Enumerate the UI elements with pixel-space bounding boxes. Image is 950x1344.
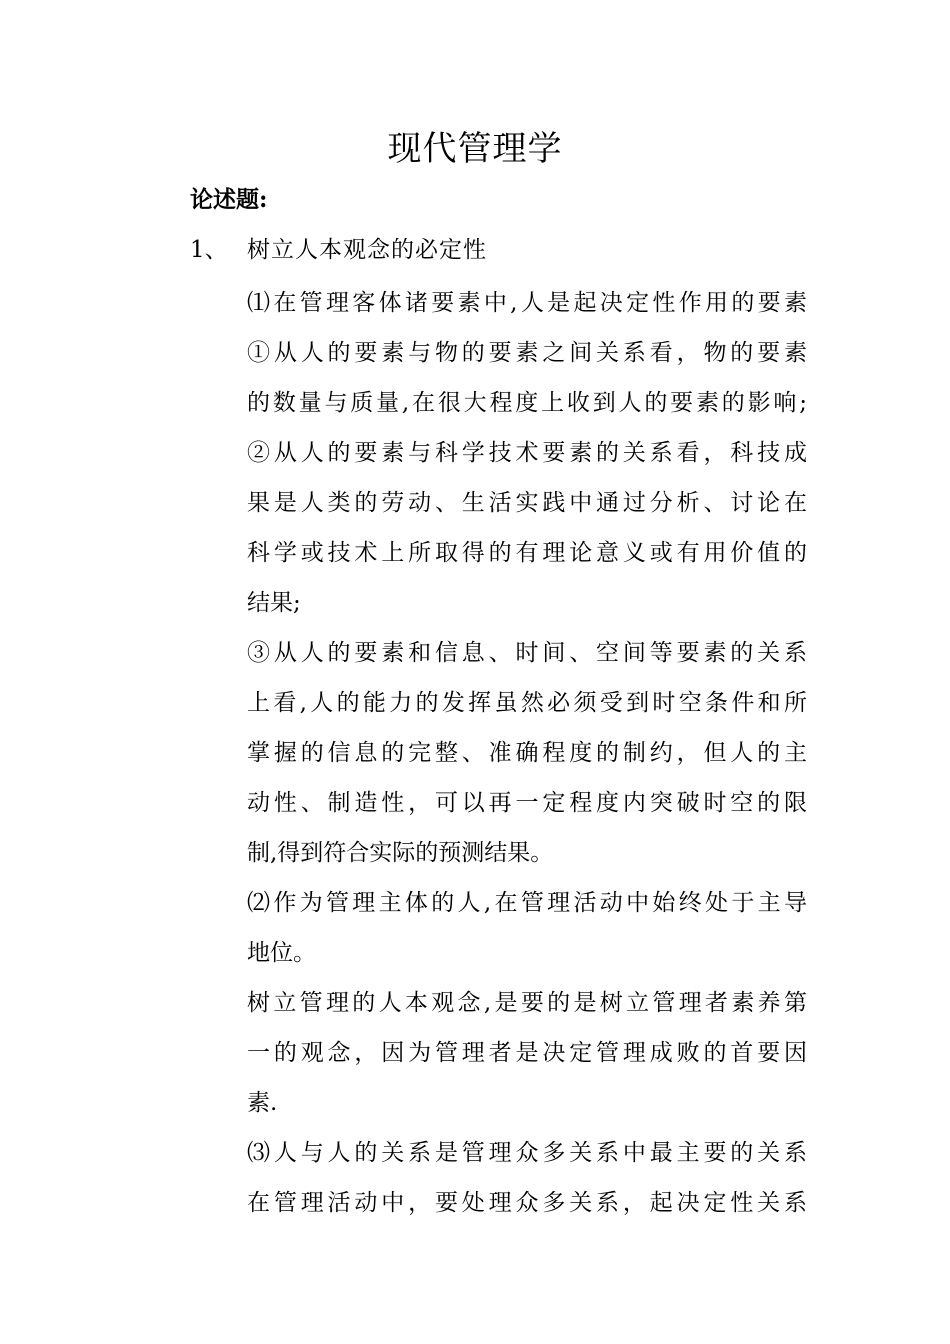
section-heading: 论述题: xyxy=(190,186,268,213)
text-line: 制,得到符合实际的预测结果。 xyxy=(247,840,554,866)
text-line: 掌握的信息的完整、准确程度的制约，但人的主 xyxy=(247,740,807,766)
text-line: ⑵作为管理主体的人,在管理活动中始终处于主导 xyxy=(247,890,807,916)
text-line: 科学或技术上所取得的有理论意义或有用价值的 xyxy=(247,540,807,566)
text-line: 素. xyxy=(247,1090,278,1116)
text-line: 果是人类的劳动、生活实践中通过分析、讨论在 xyxy=(247,490,807,516)
text-line: 在管理活动中，要处理众多关系，起决定性关系 xyxy=(247,1190,807,1216)
page-title: 现代管理学 xyxy=(387,129,563,169)
text-line: 动性、制造性，可以再一定程度内突破时空的限 xyxy=(247,790,807,816)
text-line: ②从人的要素与科学技术要素的关系看，科技成 xyxy=(247,440,807,466)
answer-body xyxy=(247,278,807,1228)
text-line: 的数量与质量,在很大程度上收到人的要素的影响; xyxy=(247,390,807,416)
text-line: 上看,人的能力的发挥虽然必须受到时空条件和所 xyxy=(247,690,807,716)
question-number: 1、 xyxy=(190,237,228,263)
text-line: 树立管理的人本观念,是要的是树立管理者素养第 xyxy=(247,990,807,1016)
text-line: ③从人的要素和信息、时间、空间等要素的关系 xyxy=(247,640,807,666)
text-line: ①从人的要素与物的要素之间关系看，物的要素 xyxy=(247,340,807,366)
text-line: 地位。 xyxy=(247,940,316,966)
question-title: 树立人本观念的必定性 xyxy=(247,237,487,263)
text-line: 结果; xyxy=(247,590,301,616)
text-line: ⑶人与人的关系是管理众多关系中最主要的关系 xyxy=(247,1140,807,1166)
text-line: ⑴在管理客体诸要素中,人是起决定性作用的要素 xyxy=(247,290,807,316)
text-line: 一的观念，因为管理者是决定管理成败的首要因 xyxy=(247,1040,807,1066)
